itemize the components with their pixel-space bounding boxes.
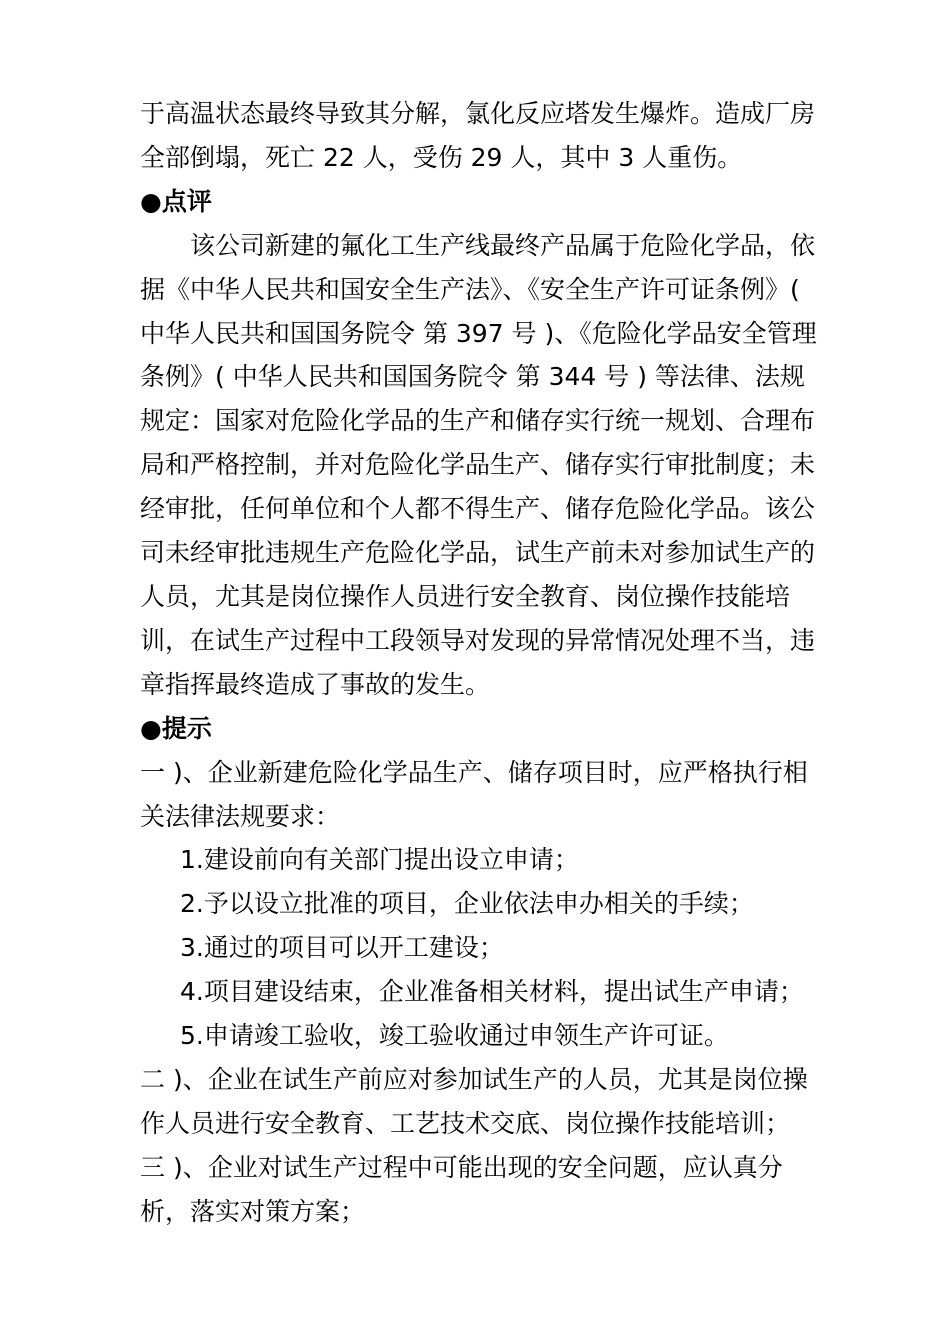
- list-item: 2.予以设立批准的项目，企业依法申办相关的手续；: [180, 889, 754, 919]
- tip-three: 三 )、企业对试生产过程中可能出现的安全问题，应认真分析，落实对策方案；: [140, 1152, 783, 1226]
- list-item: 1.建设前向有关部门提出设立申请；: [180, 845, 579, 875]
- review-heading: ●点评: [140, 186, 212, 216]
- document-page: [140, 92, 820, 1234]
- review-paragraph: 该公司新建的氟化工生产线最终产品属于危险化学品，依据《中华人民共和国安全生产法》、《安全生产许可证条例》( 中华人民共和国国务院令 第 397 号 )、《危险化学品安全管理条例》( 中华人民共和国国务院令 第 344 号 ) 等法律、法规规定：国家对危险化学品的生产和储存实行统一规划、合理布局和严格控制，并对危险化学品生产、储存实行审批制度；未经审批，任何单位和个人都不得生产、储存危险化学品。该公司未经审批违规生产危险化学品，试生产前未对参加试生产的人员，尤其是岗位操作人员进行安全教育、岗位操作技能培训，在试生产过程中工段领导对发现的异常情况处理不当，违章指挥最终造成了事故的发生。: [140, 230, 817, 699]
- intro-paragraph: 于高温状态最终导致其分解，氯化反应塔发生爆炸。造成厂房全部倒塌，死亡 22 人，受伤 29 人，其中 3 人重伤。: [140, 99, 816, 172]
- list-item: 4.项目建设结束，企业准备相关材料，提出试生产申请；: [180, 977, 804, 1007]
- list-item: 5.申请竣工验收，竣工验收通过申领生产许可证。: [180, 1021, 729, 1051]
- tip-two: 二 )、企业在试生产前应对参加试生产的人员，尤其是岗位操作人员进行安全教育、工艺技术交底、岗位操作技能培训；: [140, 1064, 808, 1138]
- tips-heading: ●提示: [140, 713, 212, 743]
- tip-one: 一 )、企业新建危险化学品生产、储存项目时，应严格执行相关法律法规要求：: [140, 757, 808, 831]
- list-item: 3.通过的项目可以开工建设；: [180, 933, 504, 963]
